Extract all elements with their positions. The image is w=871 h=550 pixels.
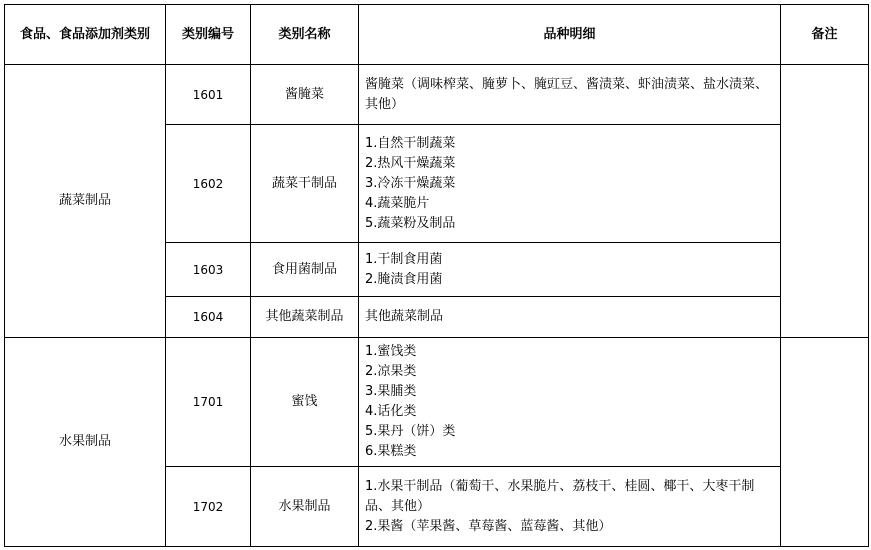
code-cell: 1604 [166,297,251,338]
remarks-cell [781,338,869,547]
detail-line: 3.果脯类 [365,384,417,399]
detail-line: 1.干制食用菌 [365,251,443,267]
detail-line: 2.凉果类 [365,364,417,379]
detail-line: 2.热风干燥蔬菜 [365,155,456,171]
name-cell: 其他蔬菜制品 [251,297,359,338]
detail-line: 5.果丹（饼）类 [365,424,456,439]
detail-line: 4.蔬菜脆片 [365,195,430,211]
header-row [5,5,869,65]
category-cell: 水果制品 [5,338,166,547]
food-category-table [4,4,869,547]
detail-line: 4.话化类 [365,404,417,419]
name-cell: 食用菌制品 [251,243,359,297]
details-cell [359,243,781,297]
header-name: 类别名称 [251,5,359,65]
remarks-cell [781,65,869,338]
code-cell: 1701 [166,338,251,467]
name-cell: 水果制品 [251,467,359,547]
detail-line: 1.水果干制品（葡萄干、水果脆片、荔枝干、桂圆、椰干、大枣干制品、其他） [365,478,755,514]
details-cell [359,65,781,125]
detail-line: 酱腌菜（调味榨菜、腌萝卜、腌豇豆、酱渍菜、虾油渍菜、盐水渍菜、其他） [365,76,769,112]
name-cell: 酱腌菜 [251,65,359,125]
detail-line: 2.腌渍食用菌 [365,271,443,287]
category-cell: 蔬菜制品 [5,65,166,338]
code-cell: 1602 [166,125,251,243]
name-cell: 蔬菜干制品 [251,125,359,243]
detail-line: 5.蔬菜粉及制品 [365,215,456,231]
details-cell [359,297,781,338]
detail-line: 1.蜜饯类 [365,344,417,359]
code-cell: 1601 [166,65,251,125]
header-details: 品种明细 [359,5,781,65]
detail-line: 3.冷冻干燥蔬菜 [365,175,456,191]
detail-line: 6.果糕类 [365,444,417,459]
code-cell: 1603 [166,243,251,297]
detail-line: 其他蔬菜制品 [365,309,444,324]
code-cell: 1702 [166,467,251,547]
details-cell [359,338,781,467]
detail-line: 1.自然干制蔬菜 [365,135,456,151]
header-category: 食品、食品添加剂类别 [5,5,166,65]
header-code: 类别编号 [166,5,251,65]
details-cell [359,125,781,243]
name-cell: 蜜饯 [251,338,359,467]
table-row [5,65,869,125]
detail-line: 2.果酱（苹果酱、草莓酱、蓝莓酱、其他） [365,518,612,534]
header-remarks: 备注 [781,5,869,65]
details-cell [359,467,781,547]
table-row [5,338,869,467]
